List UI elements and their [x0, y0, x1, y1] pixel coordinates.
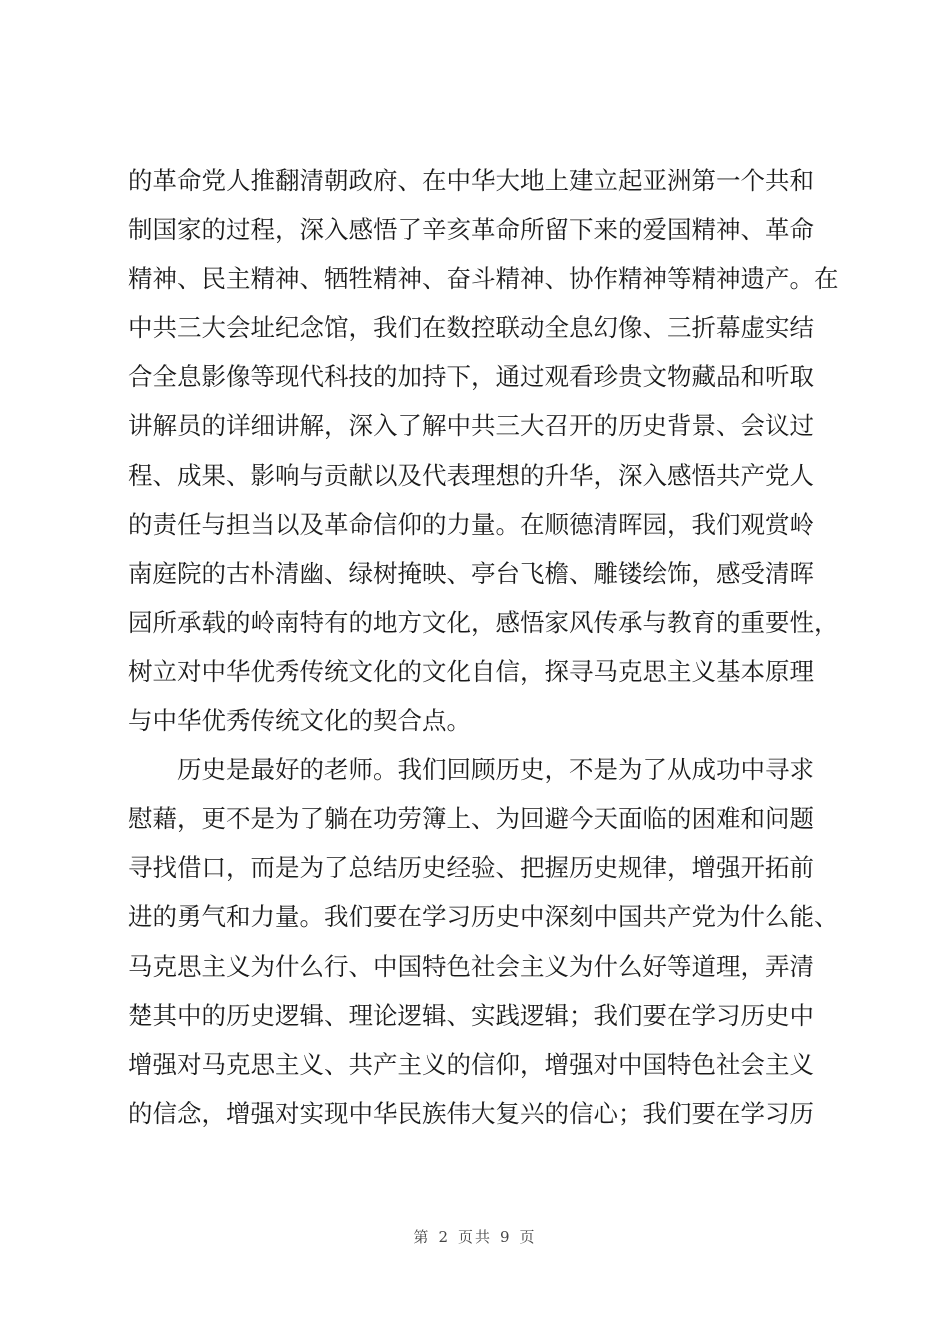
text-line: 程、成果、影响与贡献以及代表理想的升华，深入感悟共产党人 — [128, 460, 814, 490]
body-text — [128, 156, 858, 1138]
text-line: 的革命党人推翻清朝政府、在中华大地上建立起亚洲第一个共和 — [128, 166, 814, 195]
text-line: 精神、民主精神、牺牲精神、奋斗精神、协作精神等精神遗产。在 — [128, 264, 839, 294]
text-line: 与中华优秀传统文化的契合点。 — [128, 706, 471, 736]
text-line: 的信念，增强对实现中华民族伟大复兴的信心；我们要在学习历 — [128, 1098, 814, 1128]
text-line: 增强对马克思主义、共产主义的信仰，增强对中国特色社会主义 — [128, 1049, 814, 1079]
text-line: 讲解员的详细讲解，深入了解中共三大召开的历史背景、会议过 — [128, 411, 814, 441]
paragraph-first-line: 历史是最好的老师。我们回顾历史，不是为了从成功中寻求 — [177, 755, 814, 785]
page-label-mid: 页共 — [457, 1228, 492, 1246]
text-line: 树立对中华优秀传统文化的文化自信，探寻马克思主义基本原理 — [128, 656, 814, 686]
page-label-suffix: 页 — [519, 1228, 537, 1246]
text-line: 的责任与担当以及革命信仰的力量。在顺德清晖园，我们观赏岭 — [128, 509, 814, 539]
text-line: 南庭院的古朴清幽、绿树掩映、亭台飞檐、雕镂绘饰，感受清晖 — [128, 558, 814, 588]
page-footer — [0, 1226, 950, 1247]
text-line: 制国家的过程，深入感悟了辛亥革命所留下来的爱国精神、革命 — [128, 215, 814, 245]
text-line: 进的勇气和力量。我们要在学习历史中深刻中国共产党为什么能、 — [128, 902, 839, 932]
total-pages-number: 9 — [500, 1228, 512, 1246]
text-line: 园所承载的岭南特有的地方文化，感悟家风传承与教育的重要性， — [128, 607, 839, 637]
text-line: 慰藉，更不是为了躺在功劳簿上、为回避今天面临的困难和问题 — [128, 804, 814, 834]
text-line: 马克思主义为什么行、中国特色社会主义为什么好等道理，弄清 — [128, 951, 814, 981]
page-label-prefix: 第 — [413, 1228, 431, 1246]
text-line: 楚其中的历史逻辑、理论逻辑、实践逻辑；我们要在学习历史中 — [128, 1000, 814, 1030]
text-line: 中共三大会址纪念馆，我们在数控联动全息幻像、三折幕虚实结 — [128, 313, 814, 343]
text-line: 寻找借口，而是为了总结历史经验、把握历史规律，增强开拓前 — [128, 853, 814, 883]
current-page-number: 2 — [438, 1228, 450, 1246]
text-line: 合全息影像等现代科技的加持下，通过观看珍贵文物藏品和听取 — [128, 362, 814, 392]
